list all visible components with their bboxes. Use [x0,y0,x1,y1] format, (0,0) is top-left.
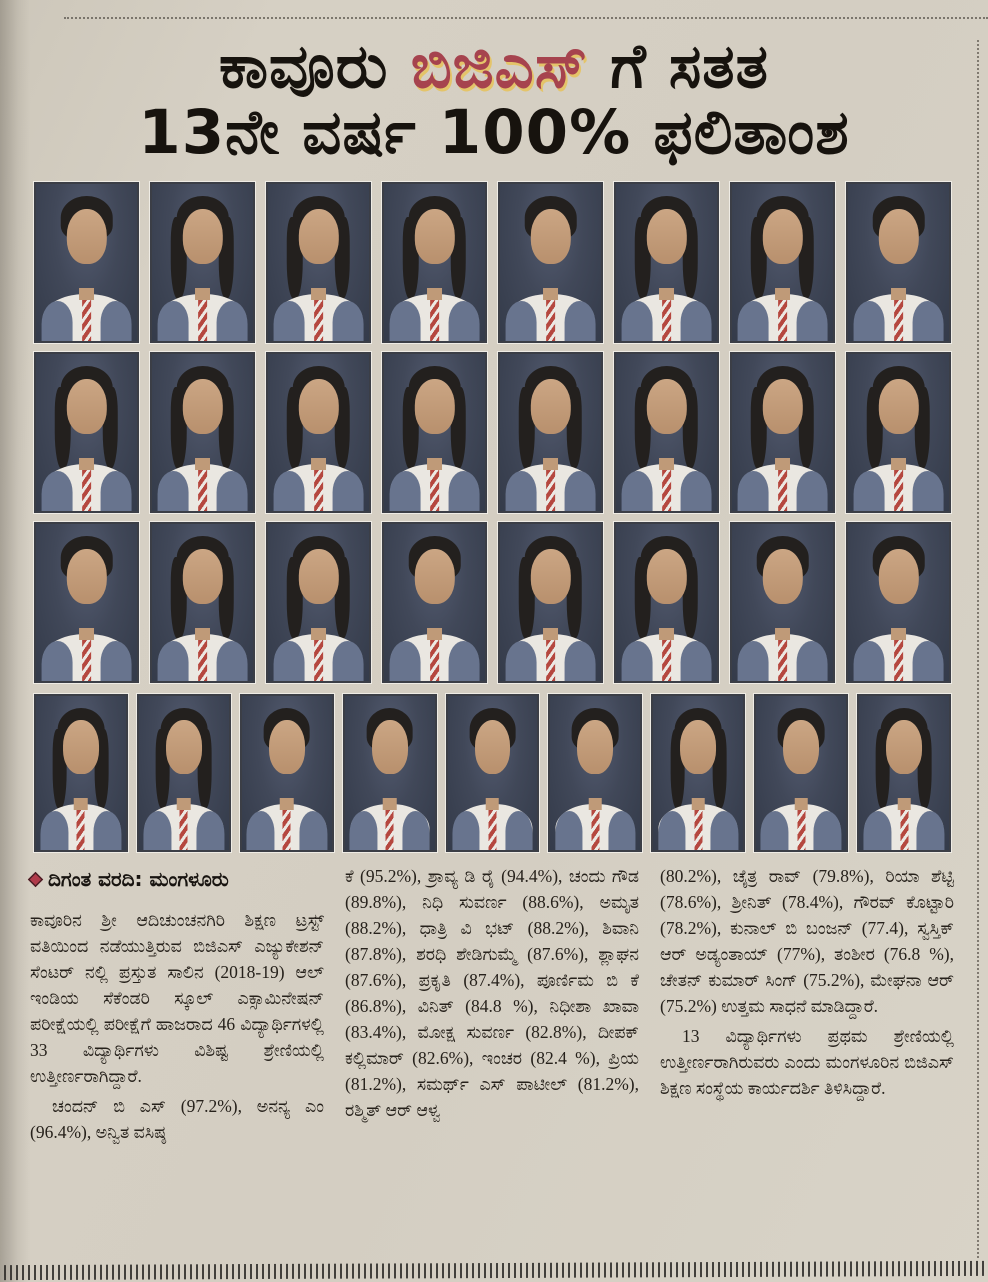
student-vest [449,301,480,343]
student-face [783,720,819,774]
student-vest [157,471,188,513]
student-vest [157,641,188,683]
student-vest [449,471,480,513]
student-face [577,720,613,774]
student-face [182,209,222,264]
student-tie [430,640,439,682]
student-photo [498,182,603,343]
student-vest [217,641,248,683]
student-vest [621,301,652,343]
student-torso [274,464,363,513]
student-photo [150,182,255,343]
student-photo [857,694,951,852]
student-vest [621,641,652,683]
article-paragraph: ಚಂದನ್ ಬಿ ಎಸ್ (97.2%), ಅನನ್ಯ ಎಂ (96.4%), ಅನ್ವಿತ ವಸಿಷ್ಠ [30,1095,324,1143]
article-body [30,863,954,1149]
student-face [414,209,454,264]
student-tie [198,470,207,512]
student-tie [778,640,787,682]
paper-left-edge-shadow [0,0,30,1282]
student-torso [854,294,943,343]
student-photo [730,522,835,683]
student-vest [101,301,132,343]
student-tie [283,810,291,852]
student-torso [41,804,120,852]
student-tie [82,300,91,342]
top-dotted-rule [64,17,988,19]
student-tie [894,640,903,682]
student-vest [333,301,364,343]
student-photo [34,352,139,513]
student-tie [894,300,903,342]
article-paragraph: ಕಾವೂರಿನ ಶ್ರೀ ಆದಿಚುಂಚನಗಿರಿ ಶಿಕ್ಷಣ ಟ್ರಸ್ಟ್ ವತಿಯಿಂದ ನಡೆಯುತ್ತಿರುವ ಬಿಜಿಎಸ್ ಎಜ್ಯುಕೇಶನ್ ಸೆಂಟರ್ ನಲ್ಲಿ ಪ್ರಸ್ತುತ ಸಾಲಿನ (2018-19) ಆಲ್ ಇಂಡಿಯ ಸೆಕೆಂಡರಿ ಸ್ಕೂಲ್ ಎಕ್ಸಾಮಿನೇಷನ್ ಪರೀಕ್ಷೆಯಲ್ಲಿ ಪರೀಕ್ಷೆಗೆ ಹಾಜರಾದ 46 ವಿದ್ಯಾರ್ಥಿಗಳಲ್ಲಿ 33 ವಿದ್ಯಾರ್ಥಿಗಳು ವಿಶಿಷ್ಟ ಶ್ರೇಣಿಯಲ್ಲಿ ಉತ್ತೀರ್ಣರಾಗಿದ್ದಾರೆ. [30,909,324,1086]
student-torso [390,294,479,343]
student-tie [778,300,787,342]
student-torso [506,634,595,683]
student-tie [430,470,439,512]
student-photo [150,352,255,513]
student-photo [266,352,371,513]
student-torso [622,294,711,343]
student-face [762,549,802,604]
student-vest [94,811,122,852]
student-photo [754,694,848,852]
student-vest [737,301,768,343]
student-face [680,720,716,774]
student-vest [246,811,274,852]
student-tie [797,810,805,852]
student-photo [846,182,951,343]
student-photo [137,694,231,852]
student-torso [274,294,363,343]
student-vest [814,811,842,852]
student-photo [498,522,603,683]
student-torso [854,464,943,513]
right-dotted-rule [977,40,979,1258]
headline-text-pre: ಕಾವೂರು [219,31,411,102]
student-vest [797,471,828,513]
byline-text: ದಿಗಂತ ವರದಿ: ಮಂಗಳೂರು [48,866,229,891]
student-tie [314,640,323,682]
student-torso [390,464,479,513]
student-photo [34,694,128,852]
student-photo [34,522,139,683]
student-face [414,379,454,434]
student-vest [273,301,304,343]
student-vest [41,641,72,683]
student-face [646,209,686,264]
student-vest [917,811,945,852]
student-vest [101,641,132,683]
article-column-1 [30,863,324,1149]
student-vest [797,641,828,683]
student-photo [614,522,719,683]
article-column-2 [345,863,639,1149]
student-vest [505,471,536,513]
student-tie [77,810,85,852]
student-tie [778,470,787,512]
photo-grid-row-4 [34,694,951,852]
student-face [298,379,338,434]
student-vest [621,471,652,513]
student-face [269,720,305,774]
student-face [475,720,511,774]
article-paragraph: ಕೆ (95.2%), ಶ್ರಾವ್ಯ ಡಿ ರೈ (94.4%), ಚಂದು ಗೌಡ (89.8%), ನಿಧಿ ಸುವರ್ಣ (88.6%), ಅಮೃತ (88.2%), ಧಾತ್ರಿ ವಿ ಭಟ್ (88.2%), ಶಿವಾನಿ (87.8%), ಶರಧಿ ಶೇಡಿಗುಮ್ಮೆ (87.6%), ಶ್ಲಾಘನ (87.6%), ಪ್ರಕೃತಿ (87.4%), ಪೂರ್ಣಿಮ ಬಿ ಕೆ (86.8%), ವಿನಿತ್ (84.8 %), ನಿಧೀಶಾ ಖಾವಾ (83.4%), ಮೋಕ್ಷ ಸುವರ್ಣ (82.8%), ದೀಪಕ್ ಕಲ್ಲಿಮಾರ್ (82.6%), ಇಂಚರ (82.4 %), ಪ್ರಿಯ (81.2%), ಸಮರ್ಥ್ ಎಸ್ ಪಾಟೀಲ್ (81.2%), ರಶ್ಮಿತ್ ಆರ್ ಆಳ್ವ [345,865,639,1121]
student-torso [659,804,738,852]
student-vest [389,471,420,513]
student-vest [737,641,768,683]
student-torso [42,464,131,513]
student-torso [453,804,532,852]
student-face [182,379,222,434]
student-face [530,209,570,264]
student-face [878,209,918,264]
student-tie [314,300,323,342]
student-face [886,720,922,774]
student-face [530,549,570,604]
student-vest [913,471,944,513]
student-vest [913,641,944,683]
student-face [66,209,106,264]
student-torso [158,294,247,343]
student-vest [299,811,327,852]
student-photo [240,694,334,852]
student-photo [266,522,371,683]
student-photo [34,182,139,343]
student-tie [430,300,439,342]
student-vest [452,811,480,852]
student-photo [730,182,835,343]
student-vest [101,471,132,513]
student-vest [565,641,596,683]
student-tie [386,810,394,852]
student-face [66,549,106,604]
photo-grid-row-1 [34,182,951,343]
student-vest [41,811,69,852]
student-vest [565,301,596,343]
student-vest [608,811,636,852]
student-vest [681,301,712,343]
student-vest [565,471,596,513]
student-torso [738,634,827,683]
student-tie [82,470,91,512]
article-paragraph: 13 ವಿದ್ಯಾರ್ಥಿಗಳು ಪ್ರಥಮ ಶ್ರೇಣಿಯಲ್ಲಿ ಉತ್ತೀರ್ಣರಾಗಿರುವರು ಎಂದು ಮಂಗಳೂರಿನ ಬಿಜಿಎಸ್ ಶಿಕ್ಷಣ ಸಂಸ್ಥೆಯ ಕಾರ್ಯದರ್ಶಿ ತಿಳಿಸಿದ್ದಾರೆ. [660,1026,954,1099]
student-vest [853,641,884,683]
student-tie [662,640,671,682]
student-face [646,379,686,434]
student-face [878,549,918,604]
student-face [646,549,686,604]
student-tie [489,810,497,852]
student-vest [333,641,364,683]
student-photo [498,352,603,513]
student-torso [506,464,595,513]
student-vest [681,471,712,513]
student-face [298,549,338,604]
photo-grid-row-2 [34,352,951,513]
student-torso [158,464,247,513]
student-torso [274,634,363,683]
student-vest [681,641,712,683]
student-torso [42,634,131,683]
headline-line-2: 13ನೇ ವರ್ಷ 100% ಫಲಿತಾಂಶ [138,96,850,168]
student-face [762,379,802,434]
article-paragraph: (80.2%), ಚೈತ್ರ ರಾವ್ (79.8%), ರಿಯಾ ಶೆಟ್ಟಿ (78.6%), ಶ್ರೀನಿತ್ (78.4%), ಗೌರವ್ ಕೊಟ್ಟಾರಿ (78.2%), ಕುನಾಲ್ ಬಿ ಬಂಜನ್ (77.4), ಸ್ವಸ್ತಿಕ್ ಆರ್ ಅಡ್ಯಂತಾಯ್ (77%), ತಂಶೀರ (76.8 %), ಚೇತನ್ ಕುಮಾರ್ ಸಿಂಗ್ (75.2%), ಮೇಘನಾ ಆರ್ (75.2%) ಉತ್ತಮ ಸಾಧನೆ ಮಾಡಿದ್ದಾರೆ. [660,865,954,1017]
student-tie [198,300,207,342]
headline-line-1 [0,31,988,102]
student-face [414,549,454,604]
student-face [530,379,570,434]
student-torso [854,634,943,683]
student-vest [273,471,304,513]
student-face [372,720,408,774]
diamond-icon [28,872,44,888]
student-torso [506,294,595,343]
student-tie [546,640,555,682]
student-vest [505,301,536,343]
student-torso [390,634,479,683]
student-vest [555,811,583,852]
student-tie [198,640,207,682]
student-tie [591,810,599,852]
student-photo [382,352,487,513]
student-photo [266,182,371,343]
student-photo [730,352,835,513]
student-face [298,209,338,264]
student-face [66,379,106,434]
student-torso [158,634,247,683]
student-face [63,720,99,774]
student-vest [41,301,72,343]
student-photo [548,694,642,852]
student-vest [273,641,304,683]
student-photo [651,694,745,852]
student-vest [913,301,944,343]
student-face [762,209,802,264]
photo-grid-row-3 [34,522,951,683]
student-vest [389,301,420,343]
byline [30,865,324,895]
student-vest [217,471,248,513]
student-tie [694,810,702,852]
student-vest [157,301,188,343]
student-tie [546,300,555,342]
headline [0,0,988,166]
student-vest [658,811,686,852]
student-torso [762,804,841,852]
student-face [182,549,222,604]
student-torso [865,804,944,852]
student-torso [247,804,326,852]
student-photo [846,522,951,683]
student-photo [382,182,487,343]
student-photo [446,694,540,852]
student-vest [505,641,536,683]
student-vest [853,471,884,513]
student-tie [546,470,555,512]
student-photo [614,352,719,513]
student-tie [314,470,323,512]
student-photo [614,182,719,343]
student-vest [217,301,248,343]
student-face [166,720,202,774]
student-vest [144,811,172,852]
student-photo [382,522,487,683]
student-vest [853,301,884,343]
student-vest [402,811,430,852]
student-tie [662,470,671,512]
student-tie [82,640,91,682]
student-vest [333,471,364,513]
student-face [878,379,918,434]
student-vest [797,301,828,343]
student-torso [738,464,827,513]
student-photo-grid [34,182,951,852]
student-tie [662,300,671,342]
student-photo [150,522,255,683]
student-vest [864,811,892,852]
student-tie [900,810,908,852]
bottom-hatch-rule [4,1261,988,1280]
headline-highlight-bgs: ಬಿಜಿಎಸ್ [410,31,588,102]
student-vest [196,811,224,852]
student-vest [737,471,768,513]
student-vest [505,811,533,852]
student-torso [738,294,827,343]
student-tie [180,810,188,852]
student-vest [349,811,377,852]
student-torso [42,294,131,343]
student-torso [556,804,635,852]
student-vest [41,471,72,513]
student-vest [389,641,420,683]
student-torso [622,634,711,683]
student-photo [343,694,437,852]
student-torso [350,804,429,852]
student-photo [846,352,951,513]
student-torso [622,464,711,513]
student-vest [761,811,789,852]
student-vest [449,641,480,683]
student-torso [144,804,223,852]
student-vest [711,811,739,852]
headline-text-post: ಗೆ ಸತತ [588,31,769,102]
student-tie [894,470,903,512]
article-column-3 [660,863,954,1149]
